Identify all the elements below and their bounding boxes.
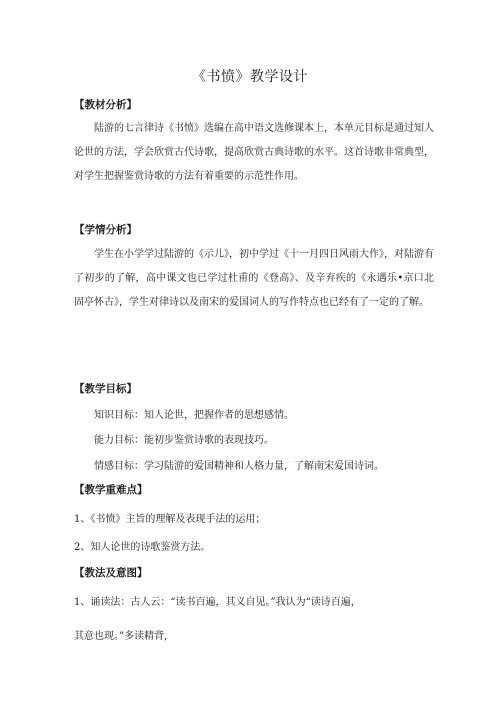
key-point-1: 1、《书愤》主旨的理解及表现手法的运用； xyxy=(74,514,266,525)
method-line-2: 其意也现。”多读精背, xyxy=(74,631,168,642)
paragraph-textbook-analysis: 陆游的七言律诗《书愤》选编在高中语文选修课本上，本单元目标是通过知人论世的方法，学会欣赏古代诗歌，提高欣赏古典诗歌的水平。这首诗歌非常典型，对学生把握鉴赏诗歌的方法有着重要的示范性作用。 xyxy=(74,123,434,182)
paragraph-student-analysis: 学生在小学学过陆游的《示儿》，初中学过《十一月四日风雨大作》，对陆游有了初步的了解，高中课文也已学过杜甫的《登高》、及辛弃疾的《永遇乐•京口北固亭怀古》，学生对律诗以及南宋的爱国词人的写作特点也已经有了一定的了解。 xyxy=(74,249,434,308)
section-heading-key-difficulties: 【教学重难点】 xyxy=(74,484,148,496)
method-line-1: 1、诵读法：古人云：“读书百遍，其义自见。”我认为“读诗百遍， xyxy=(74,597,361,608)
section-heading-student-analysis: 【学情分析】 xyxy=(74,224,137,236)
goal-emotion: 情感目标：学习陆游的爱国精神和人格力量，了解南宋爱国诗词。 xyxy=(94,461,384,472)
section-heading-textbook-analysis: 【教材分析】 xyxy=(74,99,137,111)
section-heading-teaching-goals: 【教学目标】 xyxy=(74,383,137,395)
section-heading-methods: 【教法及意图】 xyxy=(74,567,148,579)
goal-ability: 能力目标：能初步鉴赏诗歌的表现技巧。 xyxy=(94,435,274,446)
goal-knowledge: 知识目标：知人论世，把握作者的思想感情。 xyxy=(94,410,294,421)
key-point-2: 2、知人论世的诗歌鉴赏方法。 xyxy=(74,542,211,553)
page-title: 《书愤》教学设计 xyxy=(192,69,308,85)
